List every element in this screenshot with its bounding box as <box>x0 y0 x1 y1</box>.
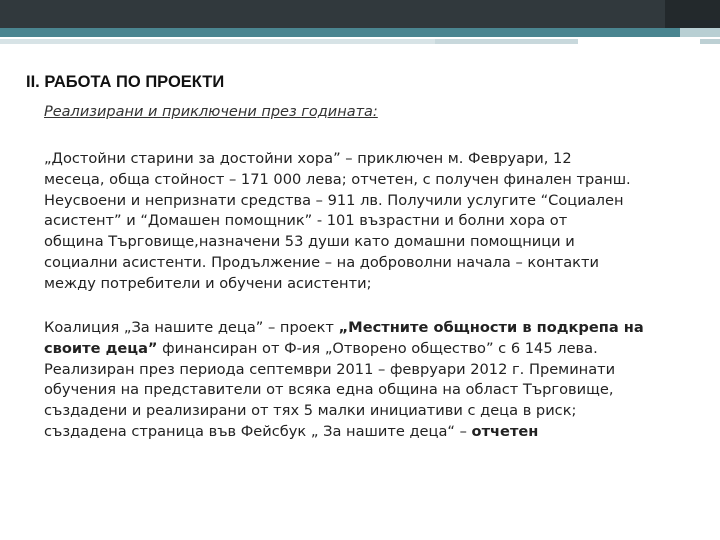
accent-stripe <box>0 28 720 37</box>
header-band-corner <box>665 0 720 28</box>
project2-body: финансиран от Ф-ия „Отворено общество” с 6 145 лева. Реализиран през периода септември 2011 – февруари 2012 г. Преминати обучения на представители от всяка една община на област Търговище, създадени и реализирани от тях 5 малки инициативи с деца в риск; създадена страница във Фейсбук „ За нашите деца“ – <box>44 339 616 440</box>
thin-bar-left <box>0 39 435 44</box>
project2-status: отчетен <box>471 422 539 440</box>
header-band <box>0 0 720 28</box>
project2-title-part1: „Местните общности в подкрепа на <box>338 319 644 336</box>
project2-intro: Коалиция „За нашите деца” – проект <box>44 319 339 336</box>
section-title: II. РАБОТА ПО ПРОЕКТИ <box>26 73 225 91</box>
project-paragraph-2 <box>44 318 694 443</box>
thin-bar-right <box>700 39 720 44</box>
subtitle: Реализирани и приключени през годината: <box>44 104 378 120</box>
project2-title-part2: своите деца” <box>44 339 158 357</box>
thin-bar-middle <box>435 39 578 44</box>
accent-stripe-fade <box>680 28 720 37</box>
project-paragraph-1: „Достойни старини за достойни хора” – приключен м. Февруари, 12 месеца, обща стойност – 171 000 лева; отчетен, с получен финален транш. Неусвоени и непризнати средства – 911 лв. Получили услугите “Социален асистент” и “Домашен помощник” - 101 възрастни и болни хора от община Търговище,назначени 53 души като домашни помощници и социални асистенти. Продължение – на доброволни начала – контакти между потребители и обучени асистенти; <box>44 150 631 292</box>
